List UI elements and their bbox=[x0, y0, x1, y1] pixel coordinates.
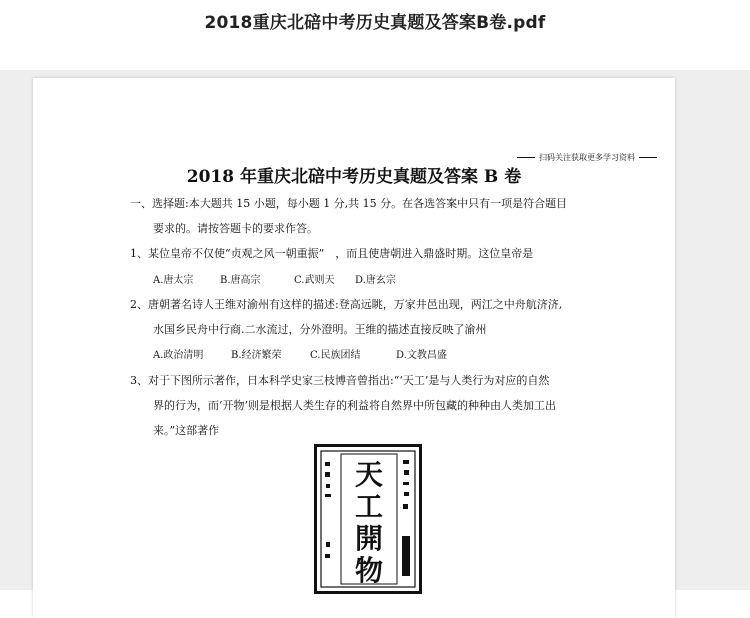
question-1-option-d: D.唐玄宗 bbox=[355, 275, 396, 286]
tiangong-kaiwu-seal-image bbox=[314, 444, 422, 594]
question-1-option-b: B.唐高宗 bbox=[220, 275, 261, 286]
title-bar bbox=[0, 0, 750, 70]
banner-rule-left bbox=[517, 157, 535, 158]
pdf-viewer[interactable] bbox=[0, 70, 750, 590]
question-1-option-c: C.武则天 bbox=[294, 275, 335, 286]
question-3-stem-line1: 3、对于下图所示著作，日本科学史家三枝博音曾指出:“‘天工’是与人类行为对应的自然 bbox=[130, 374, 550, 387]
question-1-option-a: A.唐太宗 bbox=[153, 275, 194, 286]
section-instruction-line2: 要求的。请按答题卡的要求作答。 bbox=[153, 222, 318, 235]
question-2-option-a: A.政治清明 bbox=[153, 350, 204, 361]
seal-char-3: 開 bbox=[354, 522, 384, 555]
seal-char-1: 天 bbox=[354, 458, 384, 491]
question-3-stem-line3: 来。”这部著作 bbox=[153, 424, 220, 437]
banner-text: 扫码关注获取更多学习资料 bbox=[539, 153, 635, 162]
question-2-stem-line2: 水国乡民舟中行商.二水流过，分外澄明。王维的描述直接反映了渝州 bbox=[153, 323, 487, 336]
banner-rule-right bbox=[639, 157, 657, 158]
seal-char-2: 工 bbox=[354, 490, 384, 523]
pdf-page bbox=[33, 78, 675, 618]
paper-title: 2018 年重庆北碚中考历史真题及答案 B 卷 bbox=[186, 167, 522, 187]
question-2-option-b: B.经济繁荣 bbox=[231, 350, 282, 361]
section-instruction-line1: 一、选择题:本大题共 15 小题，每小题 1 分,共 15 分。在各选答案中只有一项是符合题目 bbox=[130, 197, 568, 210]
question-2-option-c: C.民族团结 bbox=[310, 350, 361, 361]
document-title: 2018重庆北碚中考历史真题及答案B卷.pdf bbox=[204, 13, 546, 33]
question-3-stem-line2: 界的行为，而‘开物’则是根据人类生存的利益将自然界中所包藏的种种由人类加工出 bbox=[153, 399, 556, 412]
seal-char-4: 物 bbox=[354, 554, 384, 587]
question-2-option-d: D.文教昌盛 bbox=[396, 350, 447, 361]
question-1-stem: 1、某位皇帝不仅使“贞观之风一朝重振” ，而且使唐朝进入鼎盛时期。这位皇帝是 bbox=[130, 247, 534, 260]
question-2-stem-line1: 2、唐朝著名诗人王维对渝州有这样的描述:登高远眺，万家井邑出现，两江之中舟航济济, bbox=[130, 298, 563, 311]
